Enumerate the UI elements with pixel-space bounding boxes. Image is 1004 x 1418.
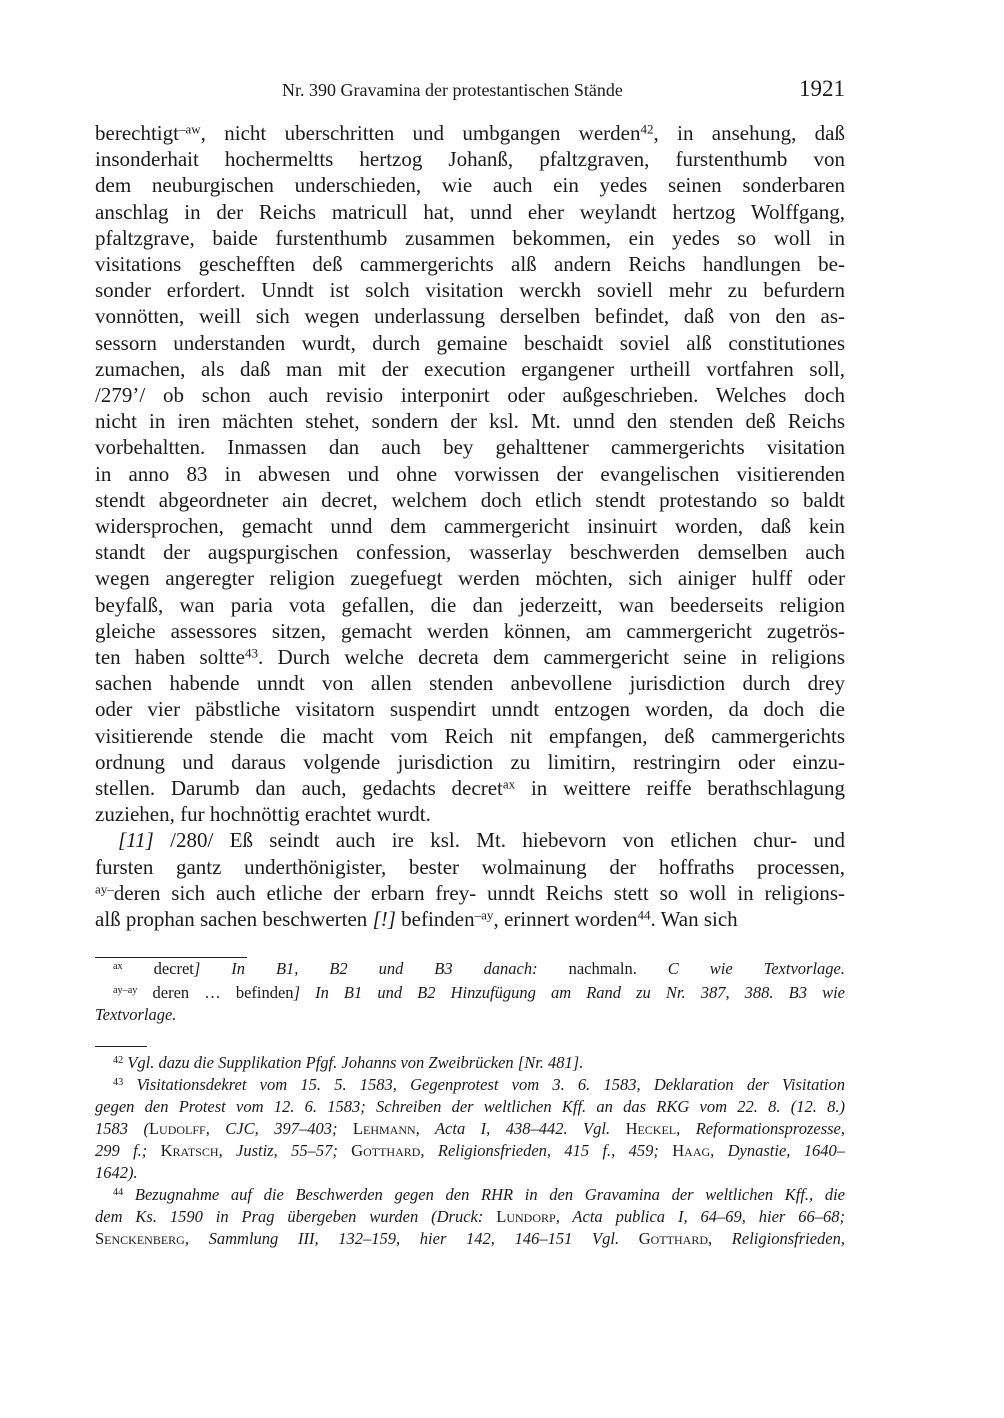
text-segment: stendt abgeordneter ain decret, welchem doch etlich stendt protestando so baldt [95, 487, 845, 512]
footnote-line [95, 1140, 845, 1162]
footnote-line [113, 1074, 845, 1096]
text-line [95, 906, 845, 932]
footnote-line [95, 1096, 845, 1118]
text-segment: , Justiz, 55–57; [218, 1141, 352, 1160]
text-segment: visitations geschefften deß cammergerichts alß andern Reichs handlungen be- [95, 252, 845, 276]
text-segment: /280/ Eß seindt auch ire ksl. Mt. hiebevorn von etlichen chur- und [153, 828, 845, 853]
text-line [95, 199, 845, 225]
text-segment: visitierende stende die macht vom Reich nit empfangen, deß cammergerichts [95, 723, 845, 748]
text-segment: befinden [395, 907, 475, 931]
footnote-line [95, 1228, 845, 1250]
footnote-line [113, 1184, 845, 1206]
text-segment: [11] [118, 828, 154, 853]
text-segment: berechtigt [95, 121, 179, 145]
text-segment: zumachen, als daß man mit der execution ergangener urtheill vortfahren soll, [95, 356, 845, 381]
text-segment: sessorn understanden wurdt, durch gemaine beschaidt soviel alß constitutiones [95, 330, 845, 355]
text-segment: oder vier päbstliche visitatorn suspendirt unndt entzogen worden, da doch die [95, 697, 845, 722]
text-segment: Bezugnahme auf die Beschwerden gegen den RHR in den Gravamina der weltlichen Kff., die [134, 1185, 845, 1204]
text-segment: sonder erfordert. Unndt ist solch visitation werckh soviell mehr zu befurdern [95, 278, 845, 303]
note-marker: 42 [640, 121, 654, 137]
text-line [95, 723, 845, 749]
text-segment: Visitationsdekret vom 15. 5. 1583, Gegenprotest vom 3. 6. 1583, Deklaration der Visitation [136, 1075, 845, 1094]
text-line [95, 618, 845, 644]
text-segment: dem neuburgischen underschieden, wie auch ein yedes seinen sonderbaren [95, 173, 845, 198]
text-line [95, 670, 845, 696]
text-segment: nachmaln. [537, 959, 668, 978]
text-segment: [!] [372, 907, 396, 931]
text-line [95, 487, 845, 513]
text-segment: ] In B1, B2 und B3 danach: [193, 959, 538, 978]
text-line [95, 461, 845, 487]
footnote-line [95, 1206, 845, 1228]
text-segment: gleiche assessores sitzen, gemacht werden können, am cammergericht zugetrös- [95, 618, 845, 643]
text-segment: , in ansehung, daß [653, 121, 845, 145]
text-segment: zuziehen, fur hochnöttig erachtet wurdt. [95, 802, 431, 827]
text-segment: C wie Textvorlage. [667, 959, 845, 978]
text-segment: Vgl. dazu die Supplikation Pfgf. Johanns von Zweibrücken [Nr. 481]. [127, 1053, 584, 1072]
text-segment: 299 f.; [95, 1141, 161, 1160]
text-line [95, 513, 845, 539]
text-line [95, 330, 845, 356]
text-line [95, 120, 845, 146]
note-marker: 44 [113, 1186, 124, 1198]
text-segment: Ludolff [148, 1119, 206, 1138]
note-marker: 43 [244, 645, 258, 661]
text-segment [123, 1075, 136, 1094]
text-segment: ten haben soltte [95, 645, 245, 669]
text-segment: , Reformationsprozesse, [676, 1119, 845, 1138]
text-segment: , erinnert worden [493, 907, 638, 931]
text-segment: , Dynastie, 1640– [710, 1141, 845, 1160]
text-segment: , Acta I, 438–442. Vgl. [415, 1119, 626, 1138]
running-title: Nr. 390 Gravamina der protestantischen Stände [282, 80, 623, 100]
text-line [95, 303, 845, 329]
note-marker: 43 [113, 1076, 124, 1088]
text-segment: /279’/ ob schon auch revisio interponirt oder außgeschrieben. Welches doch [95, 383, 845, 407]
text-line [95, 408, 845, 434]
text-segment: widersprochen, gemacht unnd dem cammergericht insinuirt worden, daß kein [95, 514, 845, 538]
text-segment: ordnung und daraus volgende jurisdiction zu limitirn, restringirn oder einzu- [95, 749, 845, 774]
text-segment: vonnötten, weill sich wegen underlassung derselben befindet, daß von den as- [95, 304, 845, 329]
text-line [95, 382, 845, 408]
text-segment: decret [122, 959, 194, 978]
note-marker: ay– [95, 881, 114, 897]
text-segment: Gotthard [638, 1229, 708, 1248]
text-segment [123, 1185, 135, 1204]
text-segment: , Religionsfrieden, [708, 1229, 845, 1248]
text-segment: vorbehaltten. Inmassen dan auch bey gehalttener cammergerichts visitation [95, 435, 845, 460]
text-segment: in weittere reiffe berathschlagung [515, 776, 846, 800]
apparatus-line [95, 1004, 845, 1026]
note-marker: 44 [637, 907, 651, 923]
text-line [95, 277, 845, 303]
text-segment: . Wan sich [650, 907, 738, 931]
text-segment: Textvorlage. [95, 1005, 177, 1024]
text-segment: insonderhait hochermeltts hertzog Johanß, pfaltzgraven, furstenthumb von [95, 147, 845, 172]
note-marker: 42 [113, 1054, 124, 1066]
text-line [95, 592, 845, 618]
note-marker: –ay [474, 907, 494, 923]
note-marker: ax [502, 776, 516, 792]
text-segment: , nicht uberschritten und umbgangen werden [200, 121, 641, 145]
text-segment: deren … befinden [137, 983, 294, 1002]
footnote-line [95, 1162, 845, 1184]
note-marker: ax [113, 960, 123, 972]
text-segment: , Acta publica I, 64–69, hier 66–68; [555, 1207, 845, 1226]
footnote-line [95, 1118, 845, 1140]
text-segment: nicht in iren mächten stehet, sondern der ksl. Mt. unnd den stenden deß Reichs [95, 409, 845, 434]
text-segment: . Durch welche decreta dem cammergericht seine in religions [257, 645, 845, 669]
text-segment: dem Ks. 1590 in Prag übergeben wurden (Druck: [95, 1207, 497, 1226]
apparatus-line [113, 958, 845, 980]
apparatus-line [113, 982, 845, 1004]
text-segment: Kratsch [160, 1141, 219, 1160]
note-marker: ay–ay [113, 984, 138, 996]
text-segment: wegen angeregter religion zuegefuegt werden möchten, sich ainiger hulff oder [95, 566, 845, 591]
text-line [95, 539, 845, 565]
text-line [95, 251, 845, 277]
text-line [95, 644, 845, 670]
text-line [95, 146, 845, 172]
text-segment: 1583 ( [95, 1119, 149, 1138]
text-line [118, 827, 845, 853]
text-line [95, 801, 845, 827]
text-segment: , CJC, 397–403; [205, 1119, 353, 1138]
footnote-line [113, 1052, 845, 1074]
text-segment: anschlag in der Reichs matricull hat, unnd eher weylandt hertzog Wolffgang, [95, 199, 845, 224]
text-segment: deren sich auch etliche der erbarn frey- unndt Reichs stett so woll in religions- [113, 880, 845, 905]
text-segment: sachen habende unndt von allen stenden anbevollene jurisdiction durch drey [95, 671, 845, 696]
text-line [95, 696, 845, 722]
text-segment: beyfalß, wan paria vota gefallen, die dan jederzeitt, wan beederseits religion [95, 592, 845, 617]
text-line [95, 225, 845, 251]
text-segment: Heckel [625, 1119, 677, 1138]
text-segment: gegen den Protest vom 12. 6. 1583; Schreiben der weltlichen Kff. an das RKG vom 22. 8. (12. 8.) [95, 1097, 845, 1116]
text-line [95, 172, 845, 198]
text-segment: stellen. Darumb dan auch, gedachts decret [95, 776, 503, 800]
text-line [95, 880, 845, 906]
text-line [95, 775, 845, 801]
text-segment: , Sammlung III, 132–159, hier 142, 146–151 Vgl. [184, 1229, 639, 1248]
text-segment: fursten gantz underthönigister, bester wolmainung der hoffraths processen, [95, 854, 845, 879]
text-segment: Lundorp [496, 1207, 556, 1226]
text-segment: Lehmann [352, 1119, 416, 1138]
text-line [95, 356, 845, 382]
text-line [95, 749, 845, 775]
text-segment: pfaltzgrave, baide furstenthumb zusammen bekommen, ein yedes so woll in [95, 225, 845, 250]
text-segment: 1642). [95, 1163, 138, 1182]
text-segment: ] In B1 und B2 Hinzufügung am Rand zu Nr. 387, 388. B3 wie [293, 983, 845, 1002]
text-line [95, 854, 845, 880]
note-marker: –aw [178, 121, 201, 137]
text-segment: alß prophan sachen beschwerten [95, 907, 373, 931]
footnote-divider [95, 1046, 147, 1047]
text-line [95, 565, 845, 591]
text-segment: Gotthard [351, 1141, 421, 1160]
text-segment: Senckenberg [95, 1229, 185, 1248]
text-segment: Haag [672, 1141, 711, 1160]
text-segment: standt der augspurgischen confession, wasserlay beschwerden demselben auch [95, 540, 845, 565]
text-line [95, 434, 845, 460]
text-segment: in anno 83 in abwesen und ohne vorwissen der evangelischen visitierenden [95, 461, 845, 486]
text-segment: , Religionsfrieden, 415 f., 459; [420, 1141, 673, 1160]
page-number: 1921 [799, 76, 845, 101]
